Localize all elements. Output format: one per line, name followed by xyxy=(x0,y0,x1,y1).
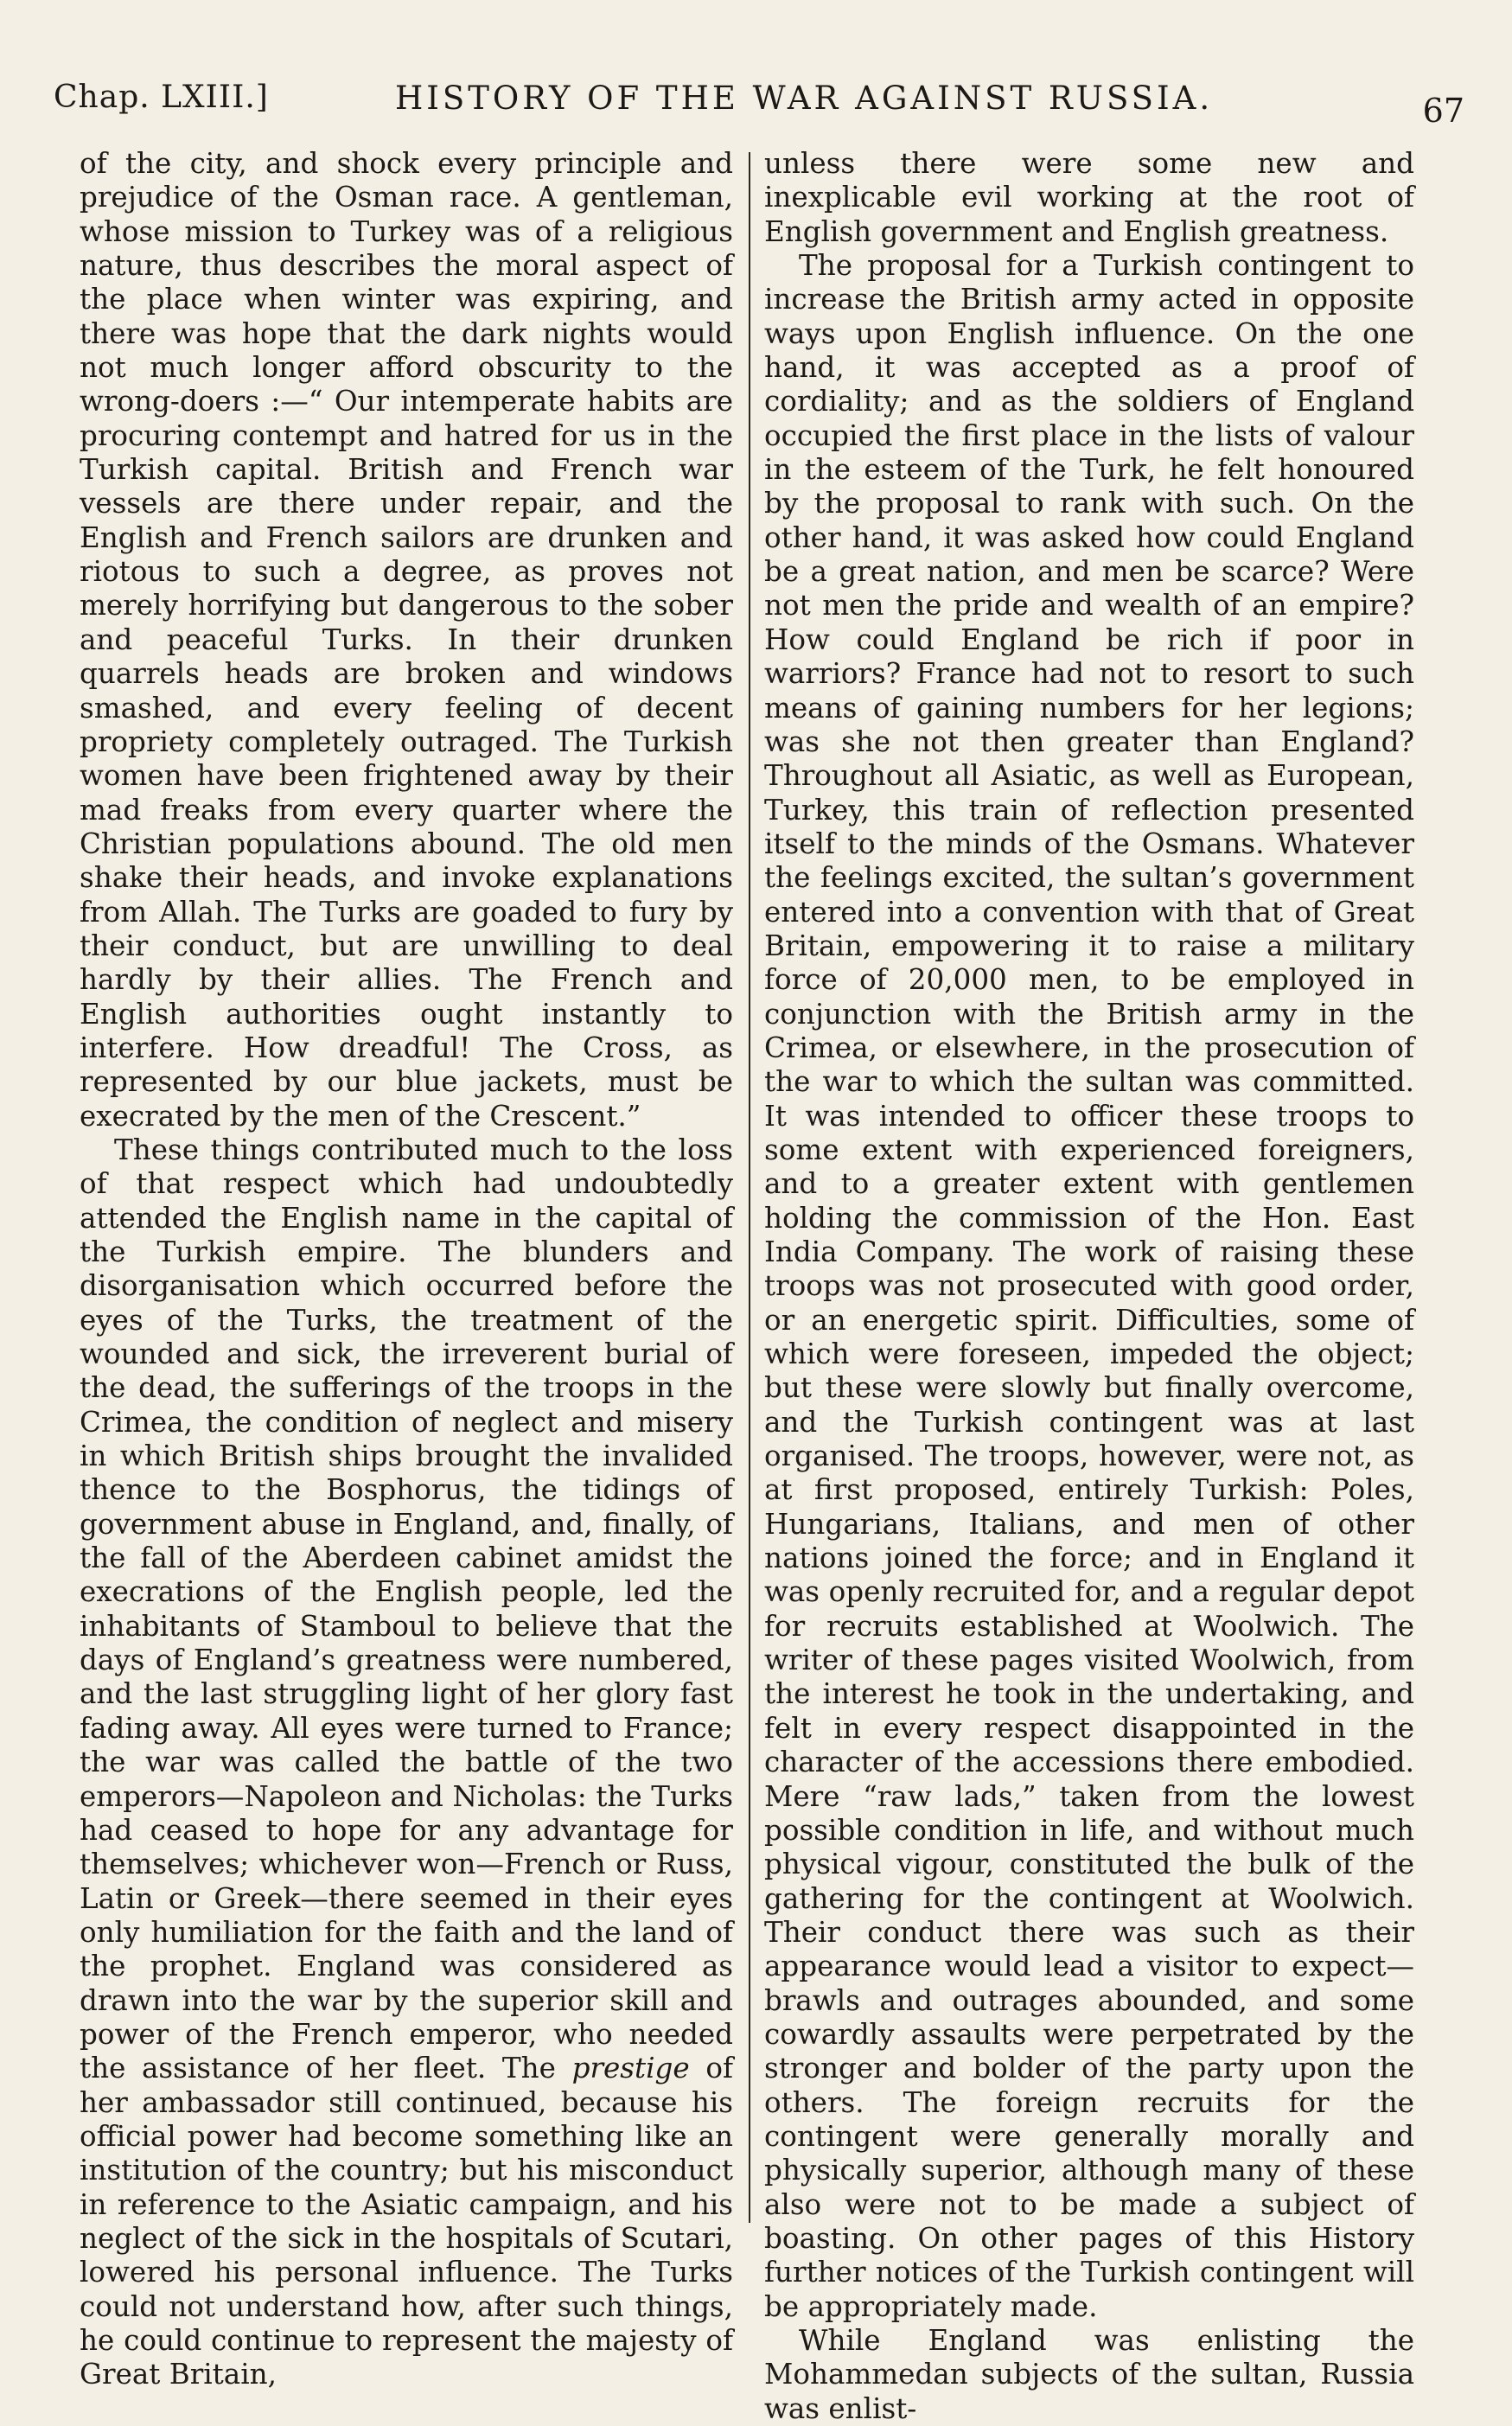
page-number: 67 xyxy=(1422,92,1464,130)
running-header xyxy=(54,80,1464,131)
italic-word: prestige xyxy=(571,2052,690,2085)
paragraph: While England was enlisting the Mohammedan subjects of the sultan, Russia was enlist- xyxy=(764,2324,1414,2425)
paragraph xyxy=(80,1133,733,2392)
column-rule xyxy=(749,152,750,2223)
paragraph: The proposal for a Turkish contingent to increase the British army acted in opposite ways upon English influence. On the one hand, it was accepted as a proof of cordiality; and as the soldiers of England occupied the first place in the lists of valour in the esteem of the Turk, he felt honoured by the proposal to rank with such. On the other hand, it was asked how could England be a great nation, and men be scarce? Were not men the pride and wealth of an empire? How could England be rich if poor in warriors? France had not to resort to such means of gaining numbers for her legions; was she not then greater than England? Throughout all Asiatic, as well as European, Turkey, this train of reflection presented itself to the minds of the Osmans. Whatever the feelings excited, the sultan’s government entered into a convention with that of Great Britain, empowering it to raise a military force of 20,000 men, to be employed in conjunction with the British army in the Crimea, or elsewhere, in the prosecution of the war to which the sultan was committed. It was intended to officer these troops to some extent with experienced foreigners, and to a greater extent with gentlemen holding the commission of the Hon. East India Company. The work of raising these troops was not prosecuted with good order, or an energetic spirit. Difficulties, some of which were foreseen, impeded the object; but these were slowly but finally overcome, and the Turkish contingent was at last organised. The troops, however, were not, as at first proposed, entirely Turkish: Poles, Hungarians, Italians, and men of other nations joined the force; and in England it was openly recruited for, and a regular depot for recruits established at Woolwich. The writer of these pages visited Woolwich, from the interest he took in the undertaking, and felt in every respect disappointed in the character of the accessions there embodied. Mere “raw lads,” taken from the lowest possible condition in life, and without much physical vigour, constituted the bulk of the gathering for the contingent at Woolwich. Their conduct there was such as their appearance would lead a visitor to expect—brawls and outrages abounded, and some cowardly assaults were perpetrated by the stronger and bolder of the party upon the others. The foreign recruits for the contingent were generally morally and physically superior, although many of these also were not to be made a subject of boasting. On other pages of this History further notices of the Turkish contingent will be appropriately made. xyxy=(764,249,1414,2323)
left-column xyxy=(80,147,733,2392)
paragraph-text: These things contributed much to the loss of that respect which had undoubtedly attended the English name in the capital of the Turkish empire. The blunders and disorganisation which occurred before the eyes of the Turks, the treatment of the wounded and sick, the irreverent burial of the dead, the sufferings of the troops in the Crimea, the condition of neglect and misery in which British ships brought the invalided thence to the Bosphorus, the tidings of government abuse in England, and, finally, of the fall of the Aberdeen cabinet amidst the execrations of the English people, led the inhabitants of Stamboul to believe that the days of England’s greatness were numbered, and the last struggling light of her glory fast fading away. All eyes were turned to France; the war was called the battle of the two emperors—Napoleon and Nicholas: the Turks had ceased to hope for any advantage for themselves; whichever won—French or Russ, Latin or Greek—there seemed in their eyes only humiliation for the faith and the land of the prophet. England was considered as drawn into the war by the superior skill and power of the French emperor, who needed the assistance of her fleet. The xyxy=(80,1133,733,2085)
paragraph: of the city, and shock every principle and prejudice of the Osman race. A gentleman, whose mission to Turkey was of a religious nature, thus describes the moral aspect of the place when winter was expiring, and there was hope that the dark nights would not much longer afford obscurity to the wrong-doers :—“ Our intemperate habits are procuring contempt and hatred for us in the Turkish capital. British and French war vessels are there under repair, and the English and French sailors are drunken and riotous to such a degree, as proves not merely horrifying but dangerous to the sober and peaceful Turks. In their drunken quarrels heads are broken and windows smashed, and every feeling of decent propriety completely outraged. The Turkish women have been frightened away by their mad freaks from every quarter where the Christian populations abound. The old men shake their heads, and invoke explanations from Allah. The Turks are goaded to fury by their conduct, but are unwilling to deal hardly by their allies. The French and English authorities ought instantly to interfere. How dreadful! The Cross, as represented by our blue jackets, must be execrated by the men of the Crescent.” xyxy=(80,147,733,1133)
paragraph: unless there were some new and inexplicable evil working at the root of English government and English greatness. xyxy=(764,147,1414,248)
running-title: HISTORY OF THE WAR AGAINST RUSSIA. xyxy=(395,80,1214,117)
paragraph-text: of her ambassador still continued, because his official power had become something like an institution of the country; but his misconduct in reference to the Asiatic campaign, and his neglect of the sick in the hospitals of Scutari, lowered his personal influence. The Turks could not understand how, after such things, he could continue to represent the majesty of Great Britain, xyxy=(80,2052,734,2391)
right-column xyxy=(764,147,1414,2426)
chapter-label: Chap. LXIII.] xyxy=(54,80,269,115)
